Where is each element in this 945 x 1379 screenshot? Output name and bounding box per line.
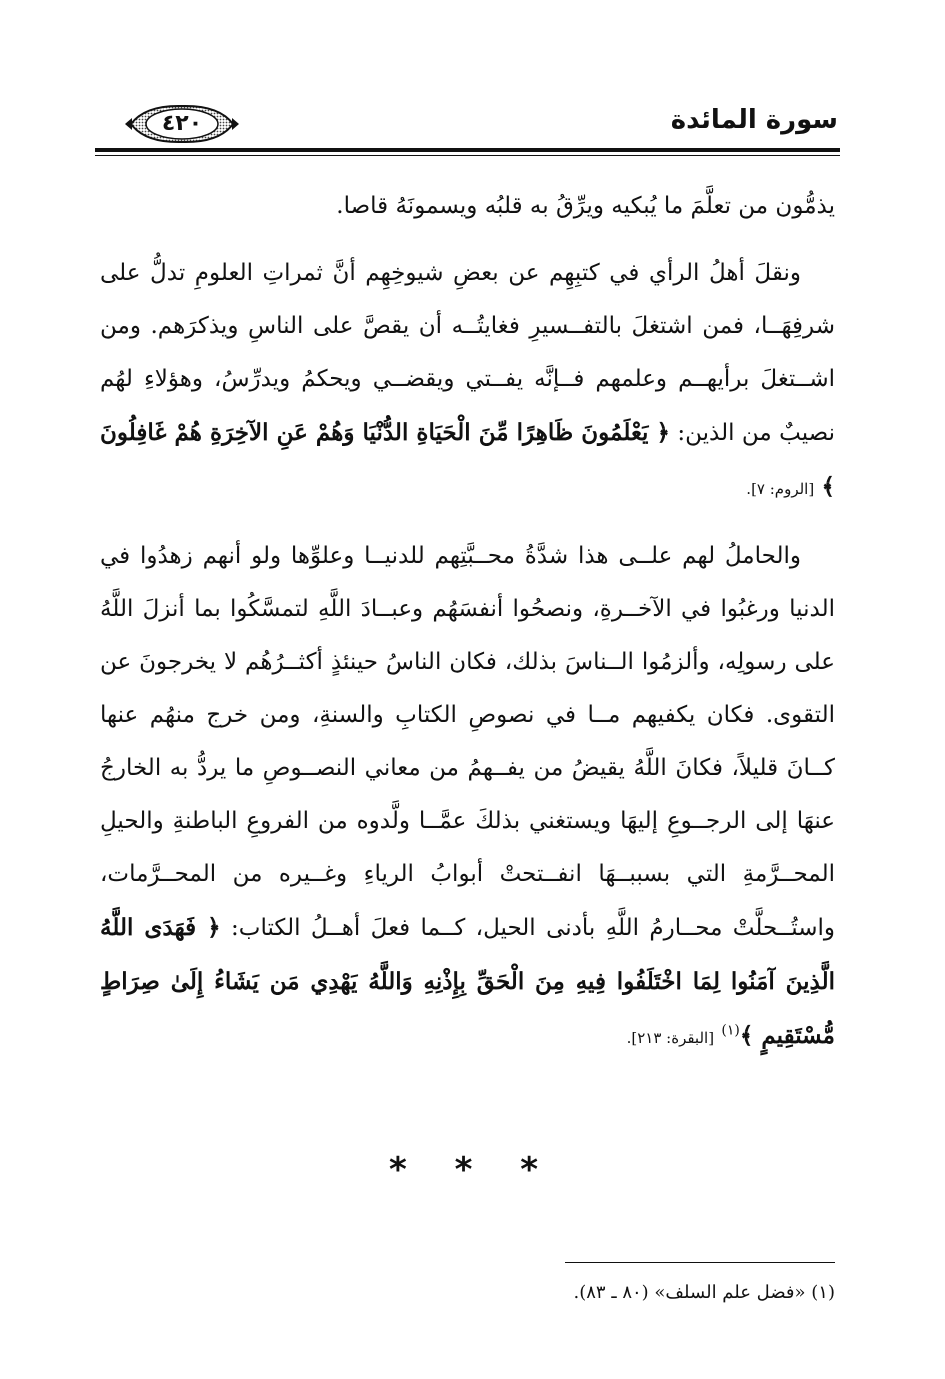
main-text [100,180,835,1079]
paragraph-3-text: والحاملُ لهم علــى هذا شدَّةُ محــبَّتِهم للدنيــا وعلوِّها ولو أنهم زهدُوا في الدنيا ورغبُوا في الآخــرةِ، ونصحُوا أنفسَهُم وعبــادَ اللَّهِ لتمسَّكُوا بما أنزلَ اللَّهُ على رسولِه، وألزمُوا الــناسَ بذلك، فكان الناسُ حينئذٍ أكثــرُهُم لا يخرجونَ عن التقوى. فكان يكفيهم مــا في نصوصِ الكتابِ والسنةِ، ومن خرج منهُم عنها كــانَ قليلاً، فكانَ اللَّهُ يقيضُ من يفــهمُ من معاني النصــوصِ ما يردُّ به الخارجُ عنهَا إلى الرجــوعِ إليهَا ويستغني بذلكَ عمَّــا ولَّدوه من الفروعِ الباطنةِ والحيلِ المحــرَّمةِ التي بسببــهَا انفــتحتْ أبوابُ الرياءِ وغــيره من المحــرَّمات، واستُــحلَّتْ محــارمُ اللَّهِ بأدنى الحيل، كــما فعلَ أهــلُ الكتاب: [100,543,836,941]
footnote: (١) «فضل علم السلف» (٨٠ ـ ٨٣). [573,1282,835,1303]
paragraph-3 [100,530,835,1065]
surah-title: سورة المائدة [670,105,838,135]
page-header [95,95,840,155]
footnote-marker: (١) [721,1022,740,1039]
verse-reference-1: [الروم: ٧]. [746,480,815,498]
header-rule-thin [95,155,840,156]
paragraph-2-text: ونقلَ أهلُ الرأي في كتبِهِم عن بعضِ شيوخِهِم أنَّ ثمراتِ العلومِ تدلُّ على شرفِهَــا، فمن اشتغلَ بالتفــسيرِ فغايتُــه أن يقصَّ على الناسِ ويذكرَهم. ومن اشــتغلَ برأيهــم وعلمهم فــإنَّه يفــتي ويقضــي ويحكمُ ويدرِّسُ، وهؤلاءِ لهُم نصيبٌ من الذين: [100,260,835,446]
paragraph-2 [100,247,835,516]
page-number-badge [123,103,241,145]
header-rule-thick [95,148,840,152]
section-separator: * * * [388,1150,556,1190]
paragraph-1 [100,180,835,233]
quran-verse-1: ﴿ يَعْلَمُونَ ظَاهِرًا مِّنَ الْحَيَاةِ الدُّنْيَا وَهُمْ عَنِ الآخِرَةِ هُمْ غَافِلُونَ ﴾ [100,419,835,500]
quran-verse-2: ﴿ فَهَدَى اللَّهُ الَّذِينَ آمَنُوا لِمَا اخْتَلَفُوا فِيهِ مِنَ الْحَقِّ بِإِذْنِهِ وَاللَّهُ يَهْدِي مَن يَشَاءُ إِلَىٰ صِرَاطٍ مُّسْتَقِيمٍ ﴾ [100,914,835,1049]
footnote-rule [565,1262,835,1263]
verse-reference-2: [البقرة: ٢١٣]. [626,1029,715,1047]
page-number: ٤٢٠ [161,111,203,136]
paragraph-1-text: يذمُّون من تعلَّمَ ما يُبكيه ويرِّقُ به قلبُه ويسمونَهُ قاصا. [336,193,835,219]
